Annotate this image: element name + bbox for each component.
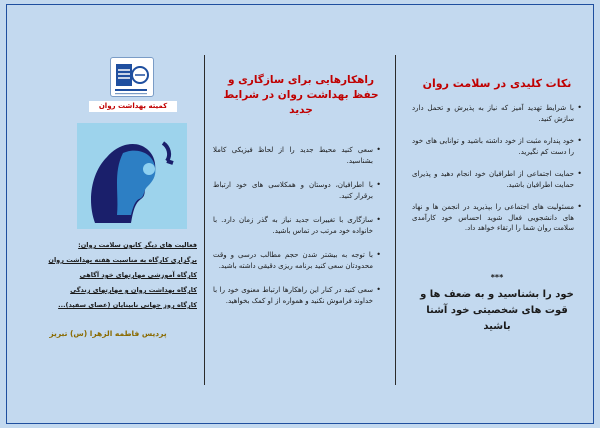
mental-health-illustration xyxy=(77,123,187,229)
list-item: • با شرایط تهدید آمیز که نیاز به پذیرش و تحمل دارد سازش کنید. xyxy=(412,103,582,124)
list-item: کارگاه بهداشت روان و مهارتهای زندگی xyxy=(70,286,197,294)
list-item: • سعی کنید محیط جدید را از لحاظ فیزیکی کاملا بشناسید. xyxy=(213,145,381,166)
list-item: کارگاه روز جهانی نابینایان (عصای سفید)... xyxy=(58,301,197,309)
university-logo xyxy=(110,57,154,97)
list-item: کارگاه آموزشی مهارتهای خود آگاهی xyxy=(79,271,197,279)
list-item: برگزاری کارگاه به مناسبت هفته بهداشت روان xyxy=(48,256,197,264)
key-points-list xyxy=(412,103,582,246)
column-divider-right xyxy=(395,55,396,385)
brochure-frame xyxy=(6,4,594,424)
column-strategies xyxy=(205,5,395,425)
strategies-list xyxy=(213,145,381,320)
key-points-title: نکات کلیدی در سلامت روان xyxy=(422,77,572,90)
campus-name: پردیس فاطمه الزهرا (س) تبریز xyxy=(49,329,167,338)
strategies-title: راهکارهایی برای سازگاری و حفظ بهداشت روان در شرایط جدید xyxy=(223,74,379,116)
list-item: • حمایت اجتماعی از اطرافیان خود انجام دهید و پذیرای حمایت اطرافیان باشید. xyxy=(412,169,582,190)
committee-label: کمیته بهداشت روان xyxy=(89,101,177,112)
list-item: • با توجه به بیشتر شدن حجم مطالب درسی و وقت محدودتان سعی کنید برنامه ریزی دقیقی داشته باشید. xyxy=(213,250,381,271)
closing-message: خود را بشناسید و به ضعف ها و قوت های شخصیتی خود آشنا باشید xyxy=(420,289,574,332)
list-item: • با اطرافیان، دوستان و همکلاسی های خود ارتباط برقرار کنید. xyxy=(213,180,381,201)
stars-separator: *** xyxy=(490,273,504,282)
list-item: • سعی کنید در کنار این راهکارها ارتباط معنوی خود را با خداوند فراموش نکنید و همواره از او کمک بخواهید. xyxy=(213,285,381,306)
column-cover xyxy=(7,5,203,425)
list-item: • سازگاری با تغییرات جدید نیاز به گذر زمان دارد. با خانواده خود مرتب در تماس باشید. xyxy=(213,215,381,236)
list-item: • خود پنداره مثبت از خود داشته باشید و توانایی های خود را دست کم نگیرید. xyxy=(412,136,582,157)
list-item: • مسئولیت های اجتماعی را بپذیرید در انجمن ها و نهاد های دانشجویی فعال شوید احساس خود کارآمدی سلامت روان شما را ارتقاء خواهد داد. xyxy=(412,202,582,234)
column-key-points xyxy=(402,5,592,425)
services-title: فعالیت های دیگر کانون سلامت روان: xyxy=(78,241,197,249)
services-list xyxy=(19,256,197,316)
